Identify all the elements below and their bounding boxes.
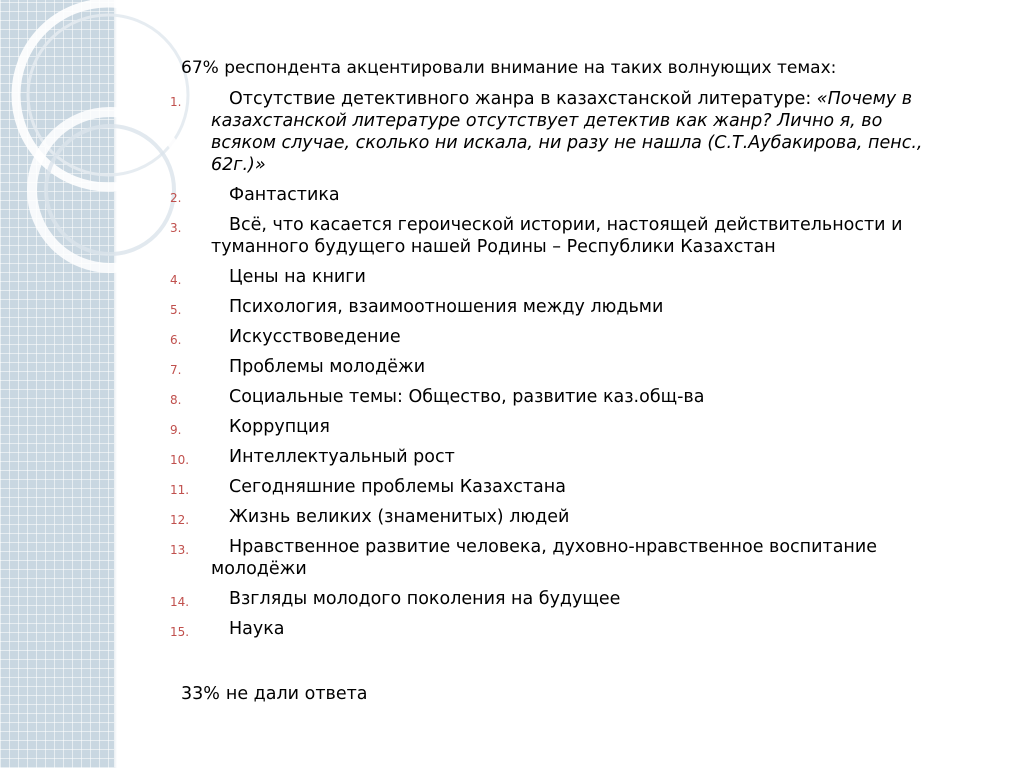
list-item-text (211, 184, 951, 206)
list-item-text (211, 588, 951, 610)
list-item-label: Проблемы молодёжи (229, 357, 426, 377)
list-item-number: 1. (170, 95, 182, 109)
list-item (170, 536, 970, 580)
list-item-label: Цены на книги (229, 267, 366, 287)
list-item-quote: «Почему в казахстанской литературе отсутствует детектив как жанр? Лично я, во всяком случае, сколько ни искала, ни разу не нашла (С.Т.Аубакирова, пенс., 62г.)» (211, 89, 923, 175)
list-item (170, 356, 970, 378)
list-item-number: 9. (170, 423, 182, 437)
list-item-number: 10. (170, 453, 190, 467)
list-item-number: 8. (170, 393, 182, 407)
list-item-number: 3. (170, 221, 182, 235)
list-item-text (211, 536, 951, 580)
list-item-label: Коррупция (229, 417, 330, 437)
list-item-text (211, 618, 951, 640)
list-item-text (211, 266, 951, 288)
list-item-number: 7. (170, 363, 182, 377)
list-item-label: Взгляды молодого поколения на будущее (229, 589, 621, 609)
list-item-number: 13. (170, 543, 190, 557)
list-item (170, 416, 970, 438)
list-item-number: 15. (170, 625, 190, 639)
list-item-number: 12. (170, 513, 190, 527)
list-item (170, 386, 970, 408)
list-item-text (211, 326, 951, 348)
list-item-label: Нравственное развитие человека, духовно-нравственное воспитание молодёжи (211, 537, 877, 579)
list-item-label: Всё, что касается героической истории, настоящей действительности и туманного будущего нашей Родины – Республики Казахстан (211, 215, 903, 257)
list-item-number: 2. (170, 191, 182, 205)
list-item-label: Фантастика (229, 185, 340, 205)
list-item-label: Наука (229, 619, 285, 639)
intro-text: 67% респондента акцентировали внимание на таких волнующих темах: (181, 58, 837, 78)
list-item-text (211, 386, 951, 408)
list-item-text (211, 476, 951, 498)
list-item (170, 266, 970, 288)
list-item (170, 446, 970, 468)
list-item-number: 14. (170, 595, 190, 609)
list-item-number: 4. (170, 273, 182, 287)
list-item-label: Психология, взаимоотношения между людьми (229, 297, 664, 317)
list-item-label: Сегодняшние проблемы Казахстана (229, 477, 566, 497)
list-item-label: Социальные темы: Общество, развитие каз.общ-ва (229, 387, 705, 407)
list-item (170, 588, 970, 610)
list-item (170, 214, 970, 258)
list-item-text (211, 416, 951, 438)
list-item-label: Интеллектуальный рост (229, 447, 455, 467)
list-item (170, 88, 970, 176)
list-item (170, 618, 970, 640)
list-item-text (211, 356, 951, 378)
list-item-text (211, 214, 951, 258)
topics-list (170, 88, 970, 648)
list-item-label: Искусствоведение (229, 327, 401, 347)
list-item-number: 11. (170, 483, 190, 497)
list-item-number: 6. (170, 333, 182, 347)
list-item-label: Жизнь великих (знаменитых) людей (229, 507, 570, 527)
list-item (170, 326, 970, 348)
list-item (170, 184, 970, 206)
list-item (170, 506, 970, 528)
list-item-label: Отсутствие детективного жанра в казахстанской литературе: (229, 89, 817, 109)
outro-percent: 33% (181, 684, 220, 704)
list-item (170, 476, 970, 498)
outro-label: не дали ответа (225, 684, 368, 704)
list-item-text (211, 446, 951, 468)
list-item (170, 296, 970, 318)
list-item-text (211, 88, 951, 176)
list-item-number: 5. (170, 303, 182, 317)
outro-text (181, 683, 368, 705)
list-item-text (211, 506, 951, 528)
list-item-text (211, 296, 951, 318)
